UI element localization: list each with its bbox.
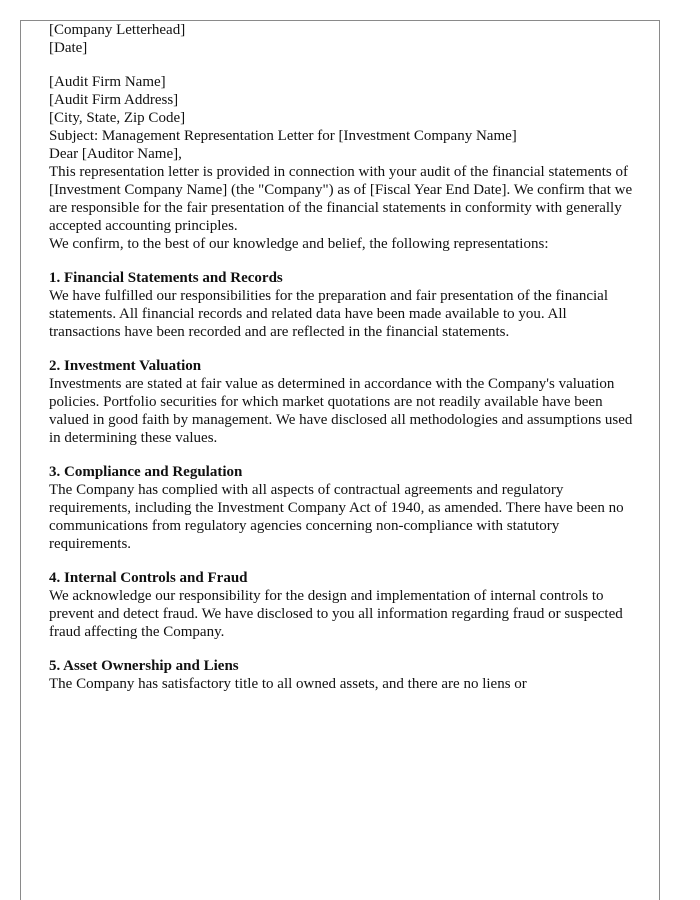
section-title: 4. Internal Controls and Fraud	[49, 570, 248, 586]
section-body: The Company has satisfactory title to all owned assets, and there are no liens or	[49, 676, 527, 692]
letter-page	[20, 20, 660, 900]
intro-paragraph: This representation letter is provided in connection with your audit of the financial statements of [Investment Company Name] (the "Company") as of [Fiscal Year End Date]. We confirm that we are responsible for the fair presentation of the financial statements in conformity with generally accepted accounting principles.	[49, 164, 633, 234]
section-title: 2. Investment Valuation	[49, 358, 202, 374]
company-letterhead: [Company Letterhead]	[49, 22, 186, 38]
audit-firm-address: [Audit Firm Address]	[49, 92, 179, 108]
audit-firm-address-block	[49, 73, 639, 127]
confirm-statement: We confirm, to the best of our knowledge and belief, the following representations:	[49, 236, 549, 252]
letter-content	[49, 21, 639, 804]
section-body: We acknowledge our responsibility for the design and implementation of internal controls to prevent and detect fraud. We have disclosed to you all information regarding fraud or suspected fraud affecting the Company.	[49, 588, 623, 640]
section-body: Investments are stated at fair value as determined in accordance with the Company's valuation policies. Portfolio securities for which market quotations are not readily available have been valued in good faith by management. We have disclosed all methodologies and assumptions used in determining these values.	[49, 376, 633, 446]
section-5	[49, 657, 639, 693]
section-title: 3. Compliance and Regulation	[49, 464, 243, 480]
section-title: 5. Asset Ownership and Liens	[49, 658, 239, 674]
section-title: 1. Financial Statements and Records	[49, 270, 283, 286]
audit-firm-city-state-zip: [City, State, Zip Code]	[49, 110, 186, 126]
section-body: We have fulfilled our responsibilities for the preparation and fair presentation of the financial statements. All financial records and related data have been made available to you. All transactions have been recorded and are reflected in the financial statements.	[49, 288, 609, 340]
section-4	[49, 569, 639, 641]
salutation: Dear [Auditor Name],	[49, 146, 182, 162]
letter-date: [Date]	[49, 40, 88, 56]
audit-firm-name: [Audit Firm Name]	[49, 74, 166, 90]
section-2	[49, 357, 639, 447]
section-1	[49, 269, 639, 341]
section-3	[49, 463, 639, 553]
letter-subject: Subject: Management Representation Letter for [Investment Company Name]	[49, 128, 517, 144]
section-body: The Company has complied with all aspects of contractual agreements and regulatory requirements, including the Investment Company Act of 1940, as amended. There have been no communications from regulatory agencies concerning non-compliance with statutory requirements.	[49, 482, 624, 552]
